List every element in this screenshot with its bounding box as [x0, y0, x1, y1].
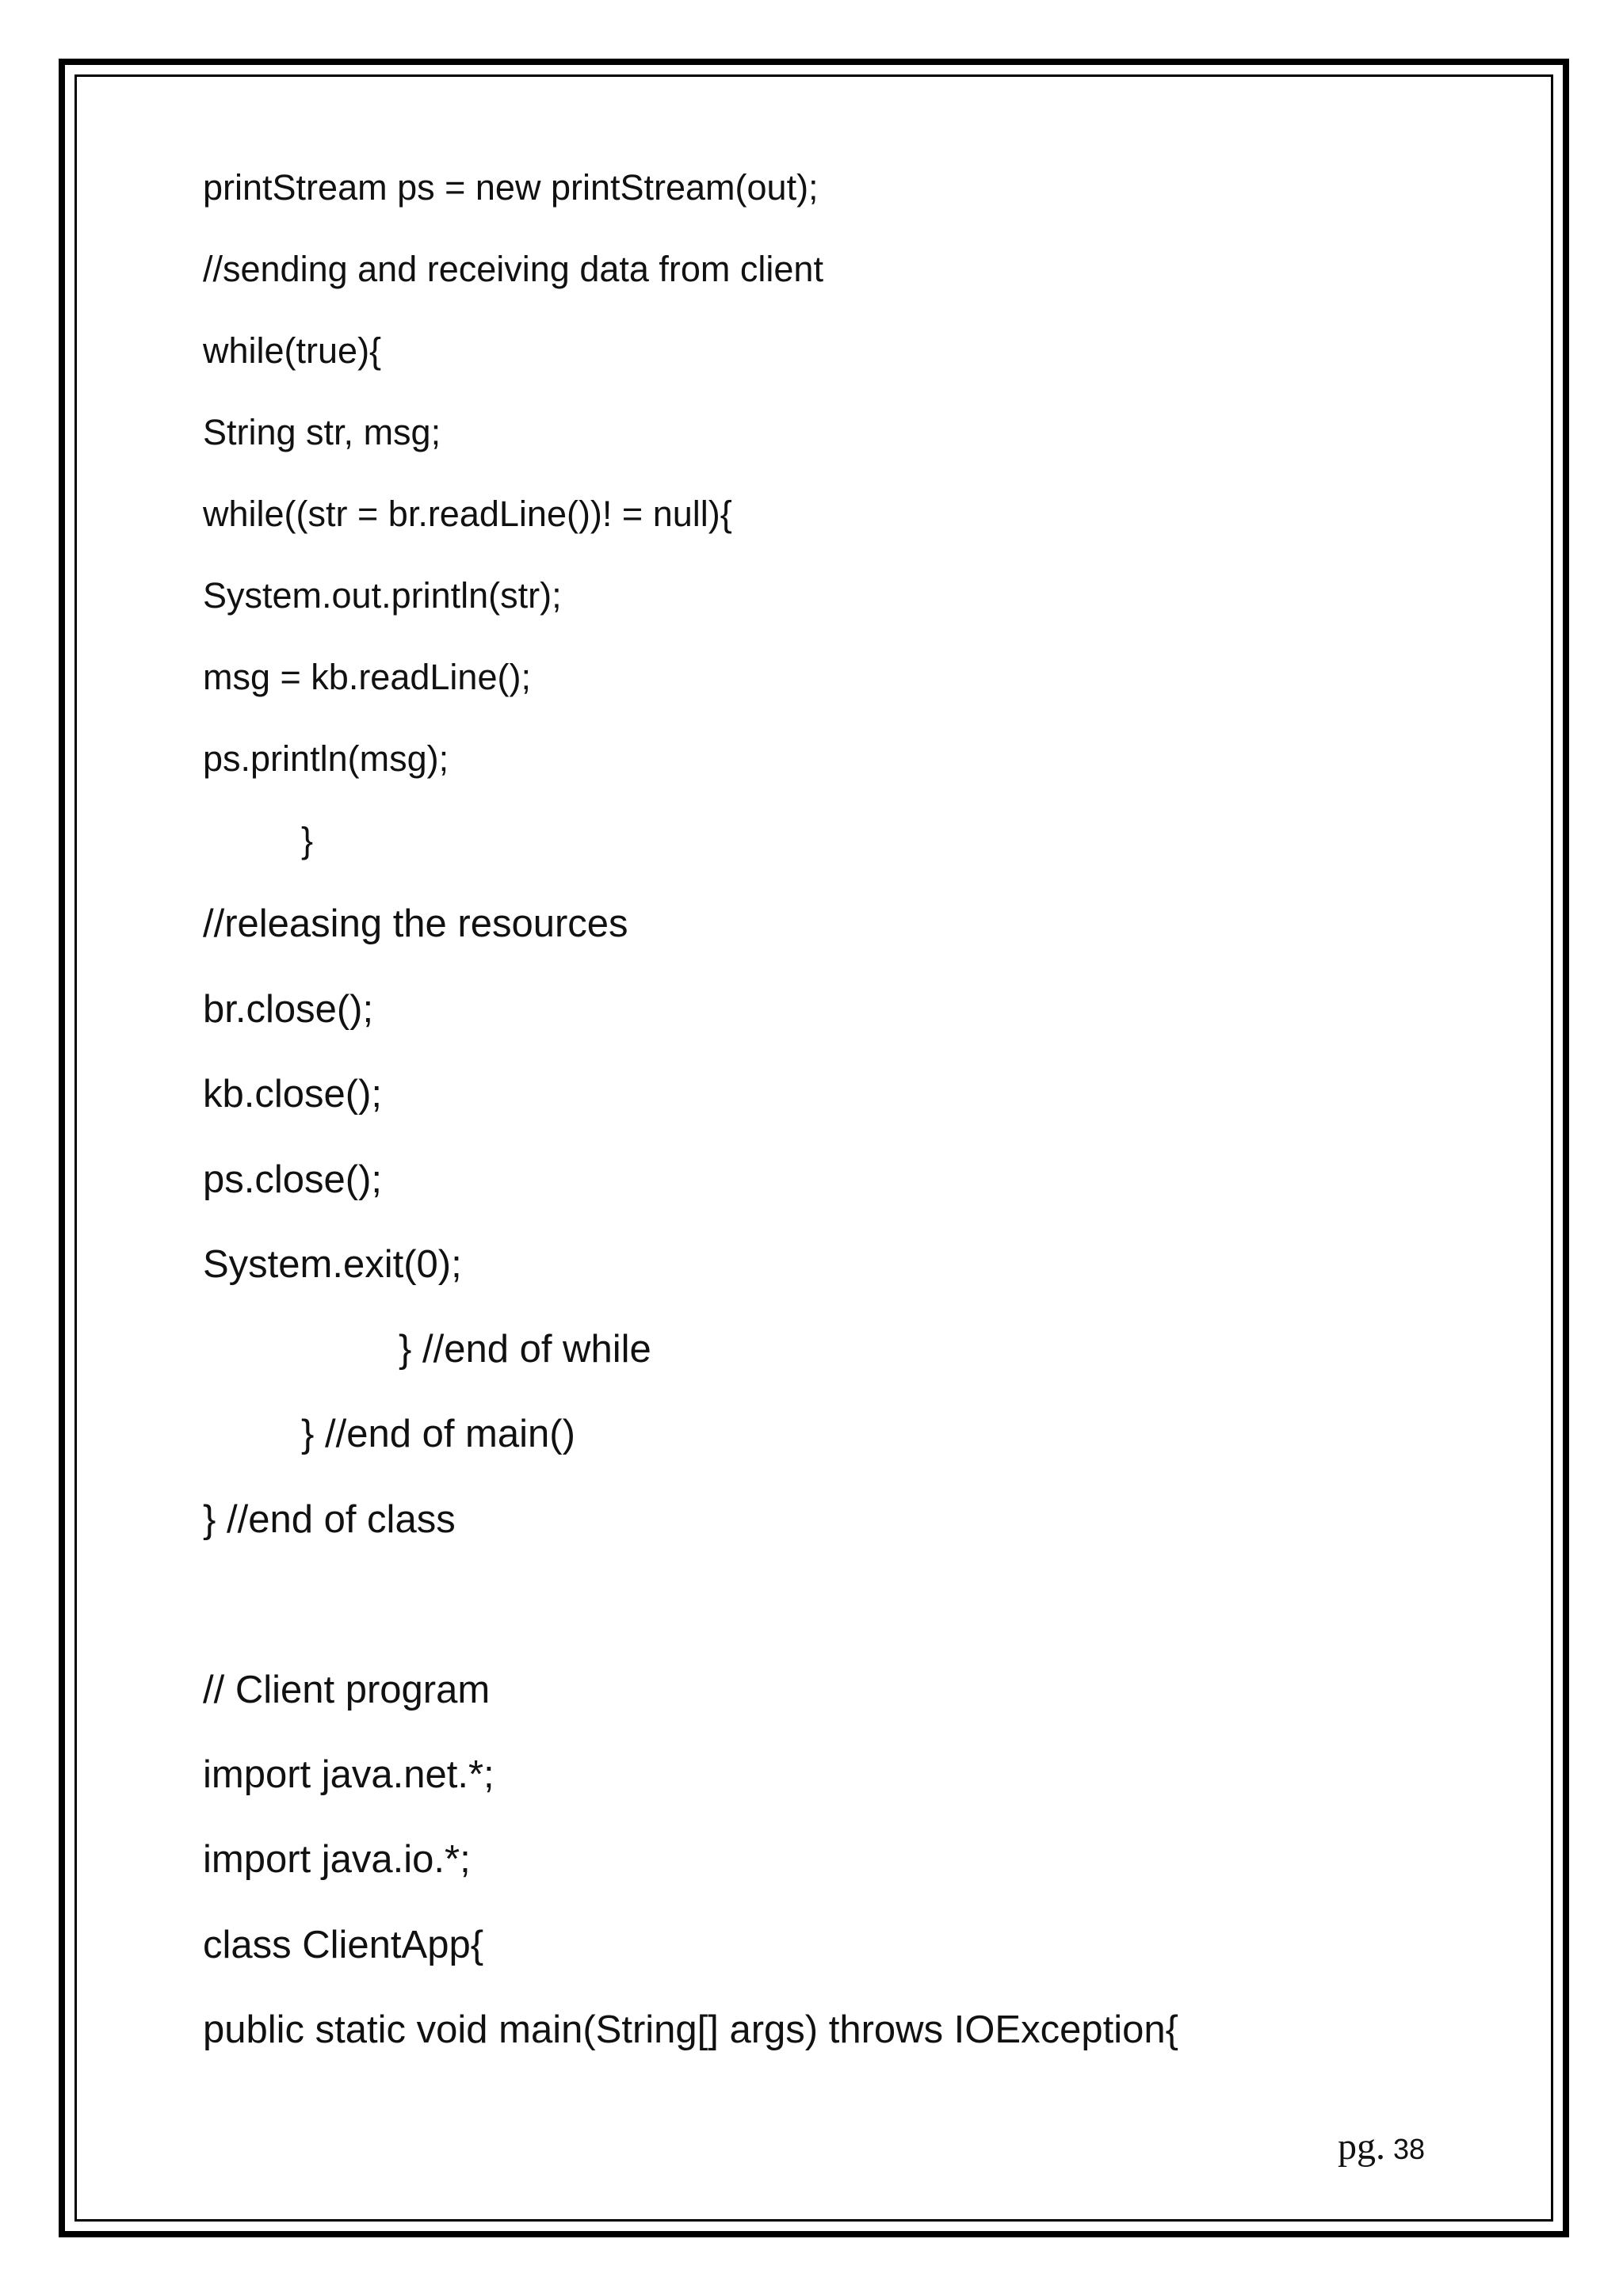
code-line: // Client program [203, 1669, 491, 1711]
code-line: String str, msg; [203, 412, 441, 452]
code-line: } [301, 820, 314, 860]
code-line: ps.close(); [203, 1158, 383, 1201]
page-border-inner [74, 74, 1553, 2222]
code-line: br.close(); [203, 988, 374, 1031]
code-line: //releasing the resources [203, 902, 628, 945]
code-line: } //end of class [203, 1498, 456, 1541]
code-line: kb.close(); [203, 1073, 383, 1116]
code-line: public static void main(String[] args) throws IOException{ [203, 2008, 1178, 2051]
code-line: } //end of main() [301, 1413, 575, 1455]
code-line: import java.io.*; [203, 1838, 471, 1881]
page-footer [1338, 2125, 1425, 2168]
code-line: System.exit(0); [203, 1243, 462, 1286]
code-line: import java.net.*; [203, 1753, 495, 1796]
code-line: } //end of while [399, 1328, 651, 1371]
code-line: class ClientApp{ [203, 1924, 484, 1966]
code-line: System.out.println(str); [203, 575, 562, 616]
code-line: //sending and receiving data from client [203, 249, 823, 289]
code-line: ps.println(msg); [203, 738, 449, 779]
code-line: msg = kb.readLine(); [203, 657, 531, 697]
code-line: while((str = br.readLine())! = null){ [203, 494, 732, 534]
page-number: 38 [1392, 2133, 1425, 2165]
page-label: pg. [1337, 2126, 1385, 2168]
code-line: while(true){ [203, 330, 382, 371]
code-line: printStream ps = new printStream(out); [203, 167, 819, 208]
